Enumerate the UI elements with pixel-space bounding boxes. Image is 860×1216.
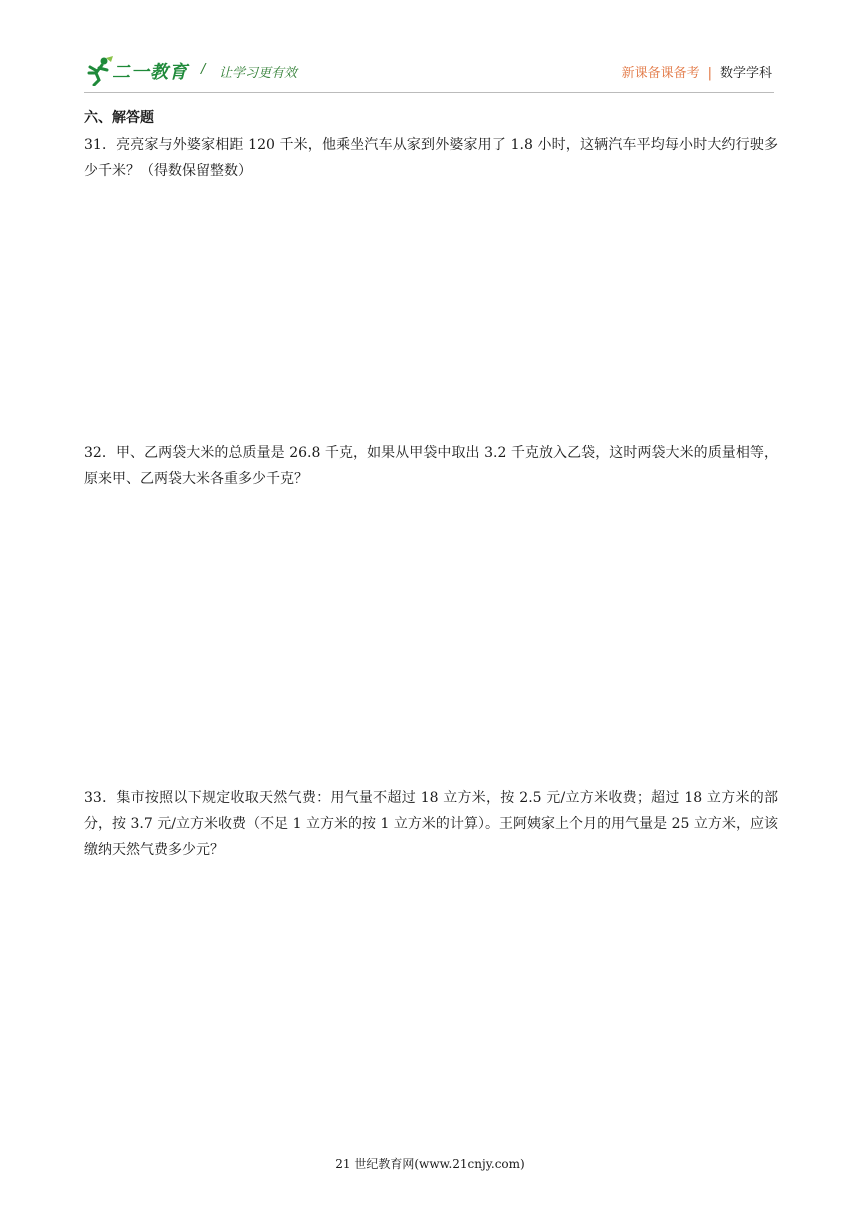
header-separator: |	[707, 66, 712, 81]
logo	[84, 54, 194, 90]
header-subject: 数学学科	[719, 66, 772, 81]
header-right	[622, 62, 772, 81]
logo-text: 二一教育	[112, 62, 188, 83]
section-title: 六、解答题	[84, 110, 154, 126]
header-divider: /	[201, 62, 206, 77]
header-right-label: 新课备课备考	[621, 66, 700, 81]
question-number: 31．	[84, 137, 117, 153]
question-33	[84, 785, 778, 863]
question-32	[84, 440, 778, 492]
question-31	[84, 132, 778, 184]
header-slogan: 让学习更有效	[219, 66, 298, 81]
page-footer: 21 世纪教育网(www.21cnjy.com)	[335, 1157, 525, 1171]
question-text: 集市按照以下规定收取天然气费：用气量不超过 18 立方米，按 2.5 元/立方米收费；超过 18 立方米的部分，按 3.7 元/立方米收费（不足 1 立方米的按 1 立方米的计算）。王阿姨家上个月的用气量是 25 立方米，应该缴纳天然气费多少元？	[84, 790, 778, 858]
question-text: 亮亮家与外婆家相距 120 千米，他乘坐汽车从家到外婆家用了 1.8 小时，这辆汽车平均每小时大约行驶多少千米？（得数保留整数）	[84, 137, 778, 179]
page-header	[0, 0, 860, 100]
header-rule	[84, 92, 774, 93]
question-number: 33．	[84, 790, 117, 806]
question-text: 甲、乙两袋大米的总质量是 26.8 千克，如果从甲袋中取出 3.2 千克放入乙袋，这时两袋大米的质量相等，原来甲、乙两袋大米各重多少千克？	[84, 445, 778, 487]
question-number: 32．	[84, 445, 116, 461]
runner-logo-icon	[84, 56, 114, 86]
